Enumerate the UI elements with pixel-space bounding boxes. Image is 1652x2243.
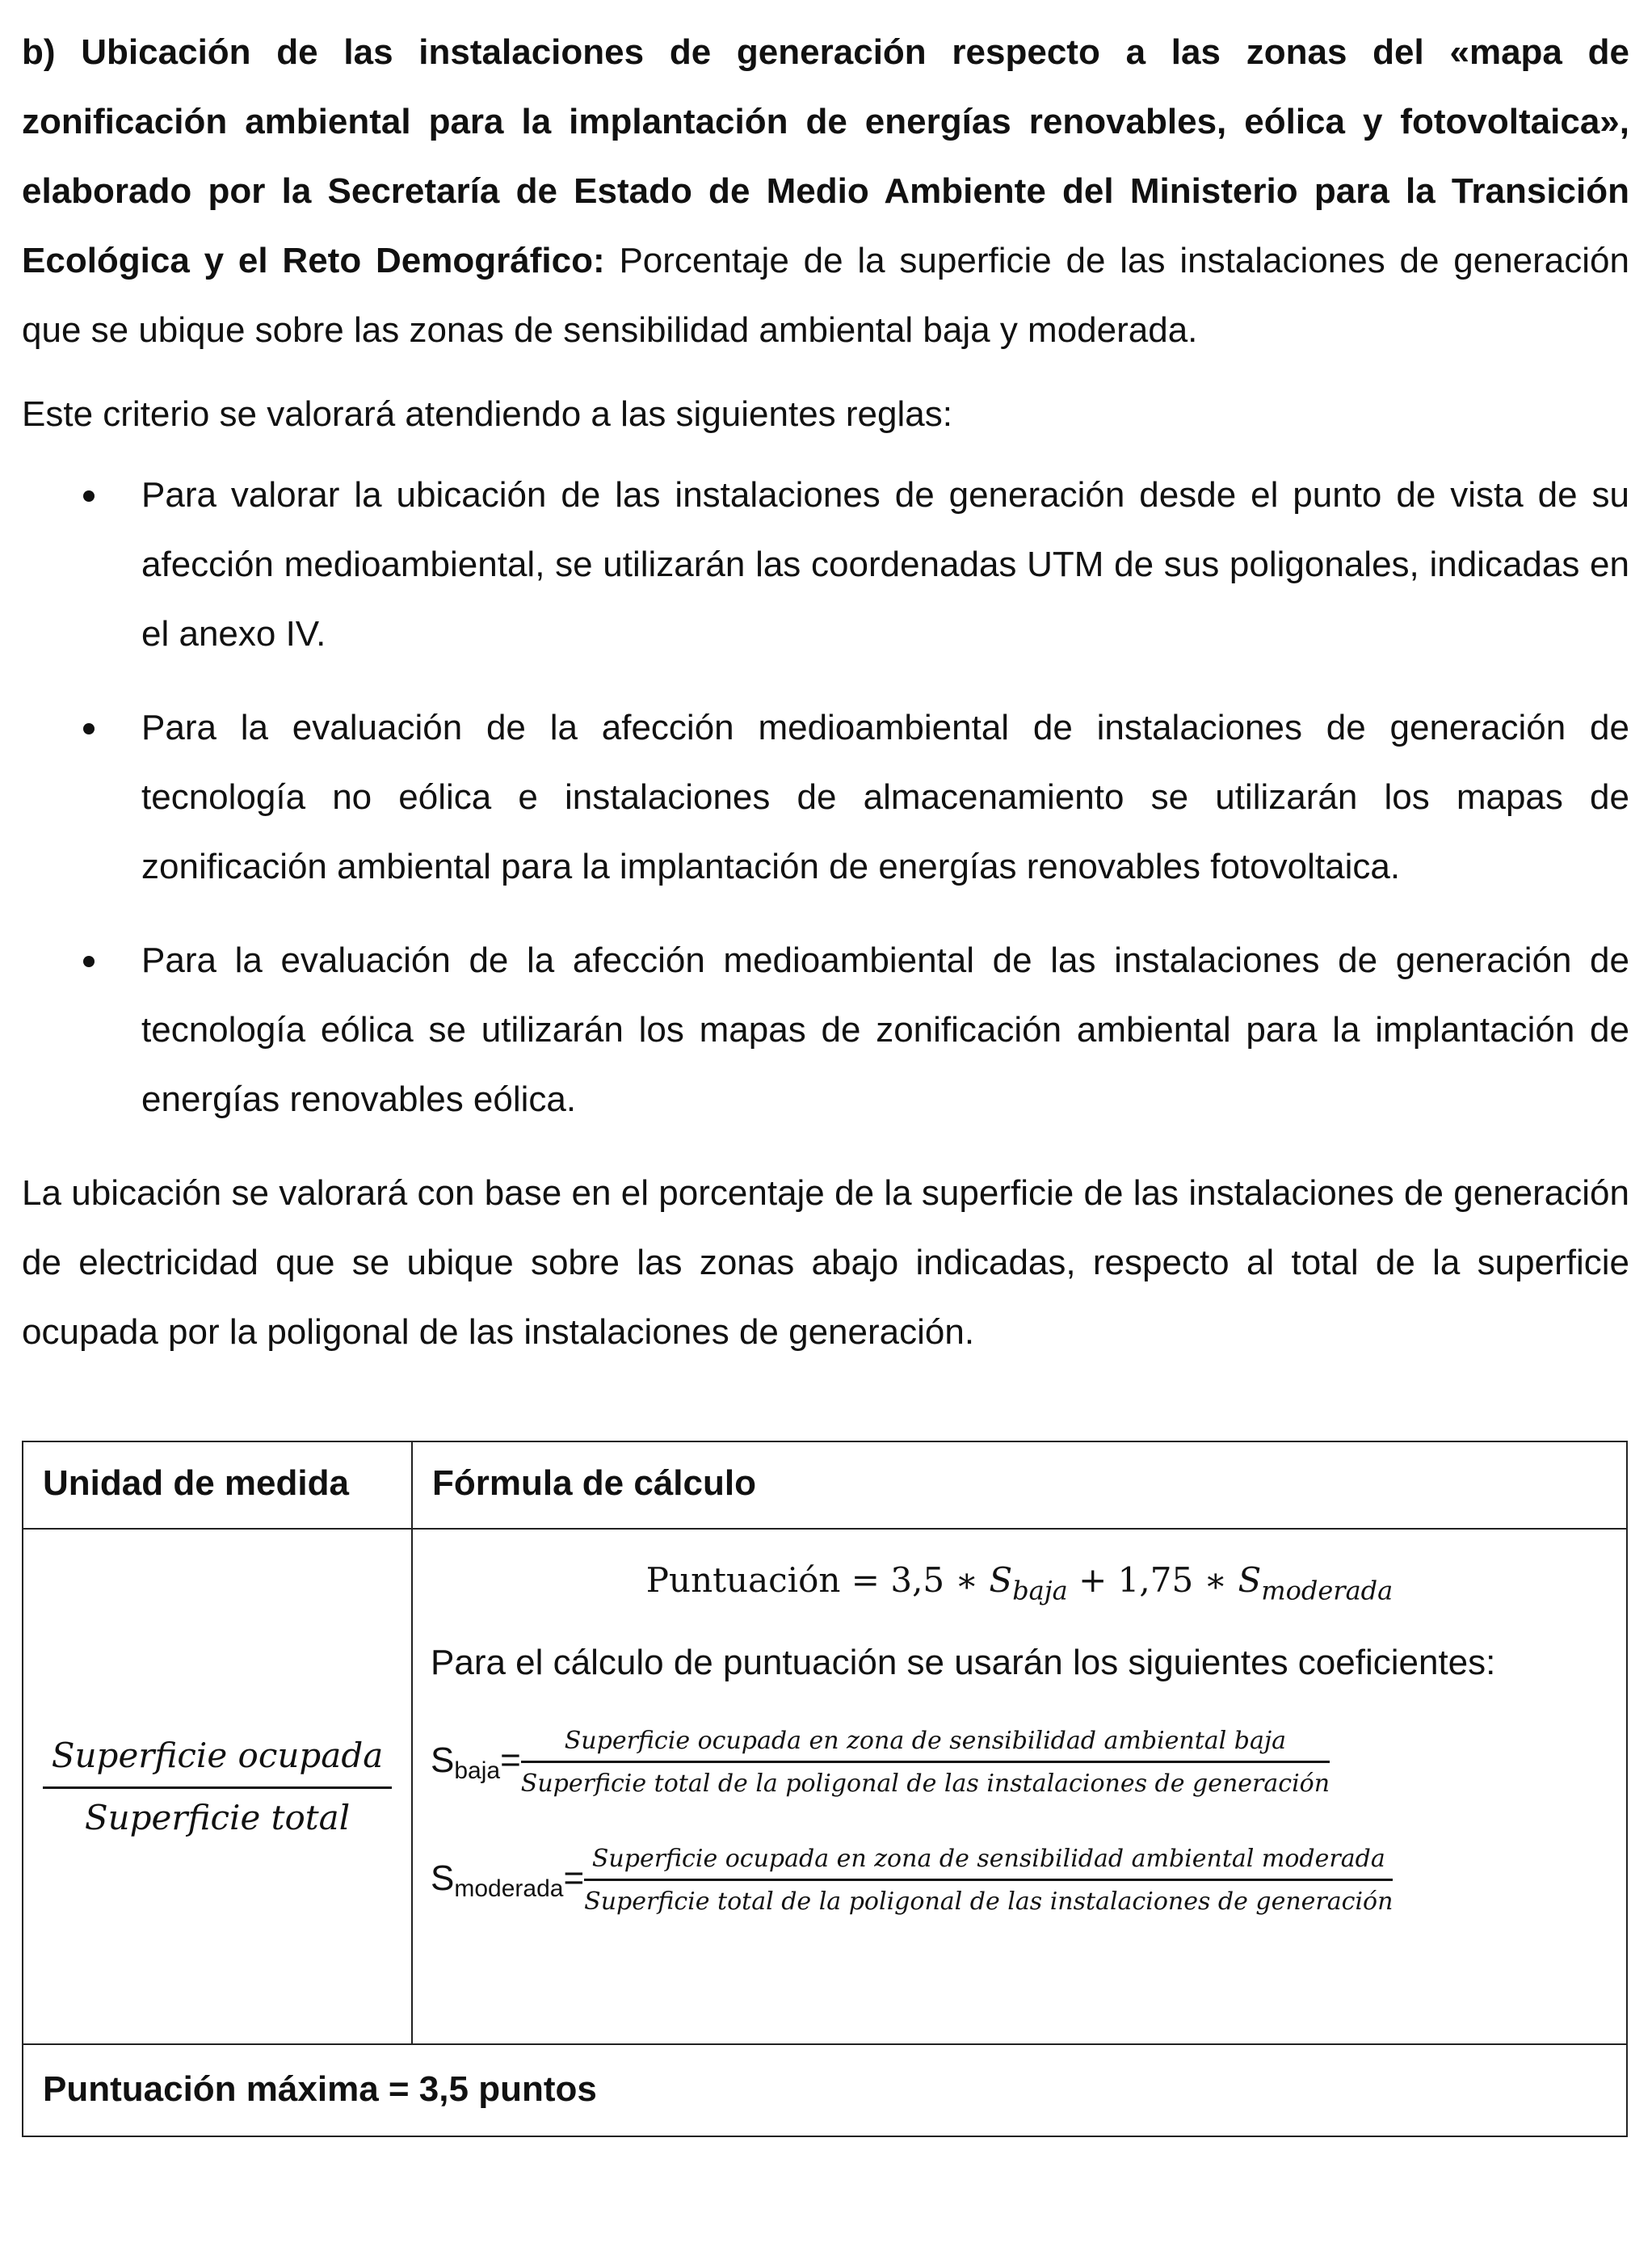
fraction-bar	[43, 1786, 392, 1789]
coef-s-moderada-numerator: Superficie ocupada en zona de sensibilidad ambiental moderada	[591, 1845, 1385, 1873]
unit-denominator: Superficie total	[84, 1797, 351, 1837]
coef-s-baja-numerator: Superficie ocupada en zona de sensibilidad ambiental baja	[564, 1727, 1287, 1755]
formula-var-moderada: S	[1238, 1560, 1262, 1600]
bullet-icon	[83, 956, 95, 967]
unit-numerator: Superficie ocupada	[51, 1735, 384, 1775]
fraction-bar	[521, 1761, 1330, 1763]
formula-coef-baja: 3,5	[890, 1560, 945, 1600]
coef-s-moderada-symbol: S	[431, 1858, 455, 1898]
coef-s-moderada-fraction	[584, 1843, 1393, 1918]
coefficients-intro: Para el cálculo de puntuación se usarán los siguientes coeficientes:	[431, 1643, 1496, 1682]
formula-coef-moderada: 1,75	[1117, 1560, 1194, 1600]
header-formula-cell	[412, 1441, 1627, 1529]
coef-s-moderada-subscript: moderada	[454, 1875, 564, 1902]
formula-multiply: ∗	[955, 1560, 979, 1600]
bullet-icon	[83, 723, 95, 734]
coef-s-baja-label	[431, 1740, 521, 1785]
coef-s-baja-subscript: baja	[454, 1757, 501, 1784]
coef-s-moderada	[431, 1843, 1393, 1918]
list-item	[22, 461, 1629, 669]
formula-sub-baja: baja	[1012, 1575, 1068, 1606]
coef-s-baja-denominator: Superficie total de la poligonal de las instalaciones de generación	[520, 1770, 1330, 1798]
closing-paragraph: La ubicación se valorará con base en el porcentaje de la superficie de las instalaciones de generación de electricidad que se ubique sobre las zonas abajo indicadas, respecto al total de la superficie ocupada por la poligonal de las instalaciones de generación.	[22, 1173, 1629, 1352]
intro-bold-heading: b) Ubicación de las instalaciones de generación respecto a las zonas del «mapa de zonificación ambiental para la implantación de energías renovables, eólica y fotovoltaica», elaborado por la Secretaría de Estado de Medio Ambiente del Ministerio para la Transición Ecológica y el Reto Demográfico:	[22, 32, 1629, 280]
coef-s-moderada-equals: =	[563, 1858, 585, 1898]
formula-var-baja: S	[989, 1560, 1013, 1600]
formula-sub-moderada: moderada	[1261, 1575, 1393, 1606]
bullet-icon	[83, 490, 95, 502]
fraction-bar	[584, 1879, 1393, 1881]
list-item	[22, 926, 1629, 1134]
header-unit-cell	[23, 1441, 412, 1529]
list-item	[22, 693, 1629, 902]
formula-cell	[412, 1529, 1627, 2044]
header-formula: Fórmula de cálculo	[432, 1463, 756, 1503]
coef-s-moderada-denominator: Superficie total de la poligonal de las instalaciones de generación	[584, 1887, 1393, 1916]
unit-fraction	[40, 1733, 395, 1841]
formula-lhs: Puntuación	[645, 1560, 841, 1600]
coef-s-baja-equals: =	[500, 1740, 521, 1780]
list-item-text: Para valorar la ubicación de las instalaciones de generación desde el punto de vista de su afección medioambiental, se utilizarán las coordenadas UTM de sus poligonales, indicadas en el anexo IV.	[141, 475, 1629, 654]
intro-description: Porcentaje de la superficie de las instalaciones de generación que se ubique sobre las zonas de sensibilidad ambiental baja y moderada.	[22, 241, 1629, 350]
max-score: Puntuación máxima = 3,5 puntos	[43, 2069, 597, 2109]
coef-s-baja-symbol: S	[431, 1740, 455, 1780]
score-formula	[413, 1560, 1626, 1605]
formula-plus: +	[1078, 1560, 1108, 1600]
intro-paragraph	[22, 18, 1629, 365]
header-unit: Unidad de medida	[43, 1463, 349, 1503]
rules-intro: Este criterio se valorará atendiendo a las siguientes reglas:	[22, 394, 952, 434]
coef-s-moderada-label	[431, 1858, 584, 1903]
formula-equals: =	[851, 1560, 880, 1600]
formula-multiply: ∗	[1204, 1560, 1228, 1600]
coef-s-baja	[431, 1725, 1330, 1800]
list-item-text: Para la evaluación de la afección medioambiental de las instalaciones de generación de tecnología eólica se utilizarán los mapas de zonificación ambiental para la implantación de energías renovables eólica.	[141, 941, 1629, 1119]
max-score-cell	[23, 2044, 1627, 2136]
rules-list	[22, 461, 1629, 1134]
document-body	[22, 18, 1629, 1367]
list-item-text: Para la evaluación de la afección medioambiental de instalaciones de generación de tecnología no eólica e instalaciones de almacenamiento se utilizarán los mapas de zonificación ambiental para la implantación de energías renovables fotovoltaica.	[141, 708, 1629, 886]
criteria-table	[22, 1441, 1628, 2137]
coef-s-baja-fraction	[521, 1725, 1330, 1800]
unit-cell	[23, 1529, 412, 2044]
